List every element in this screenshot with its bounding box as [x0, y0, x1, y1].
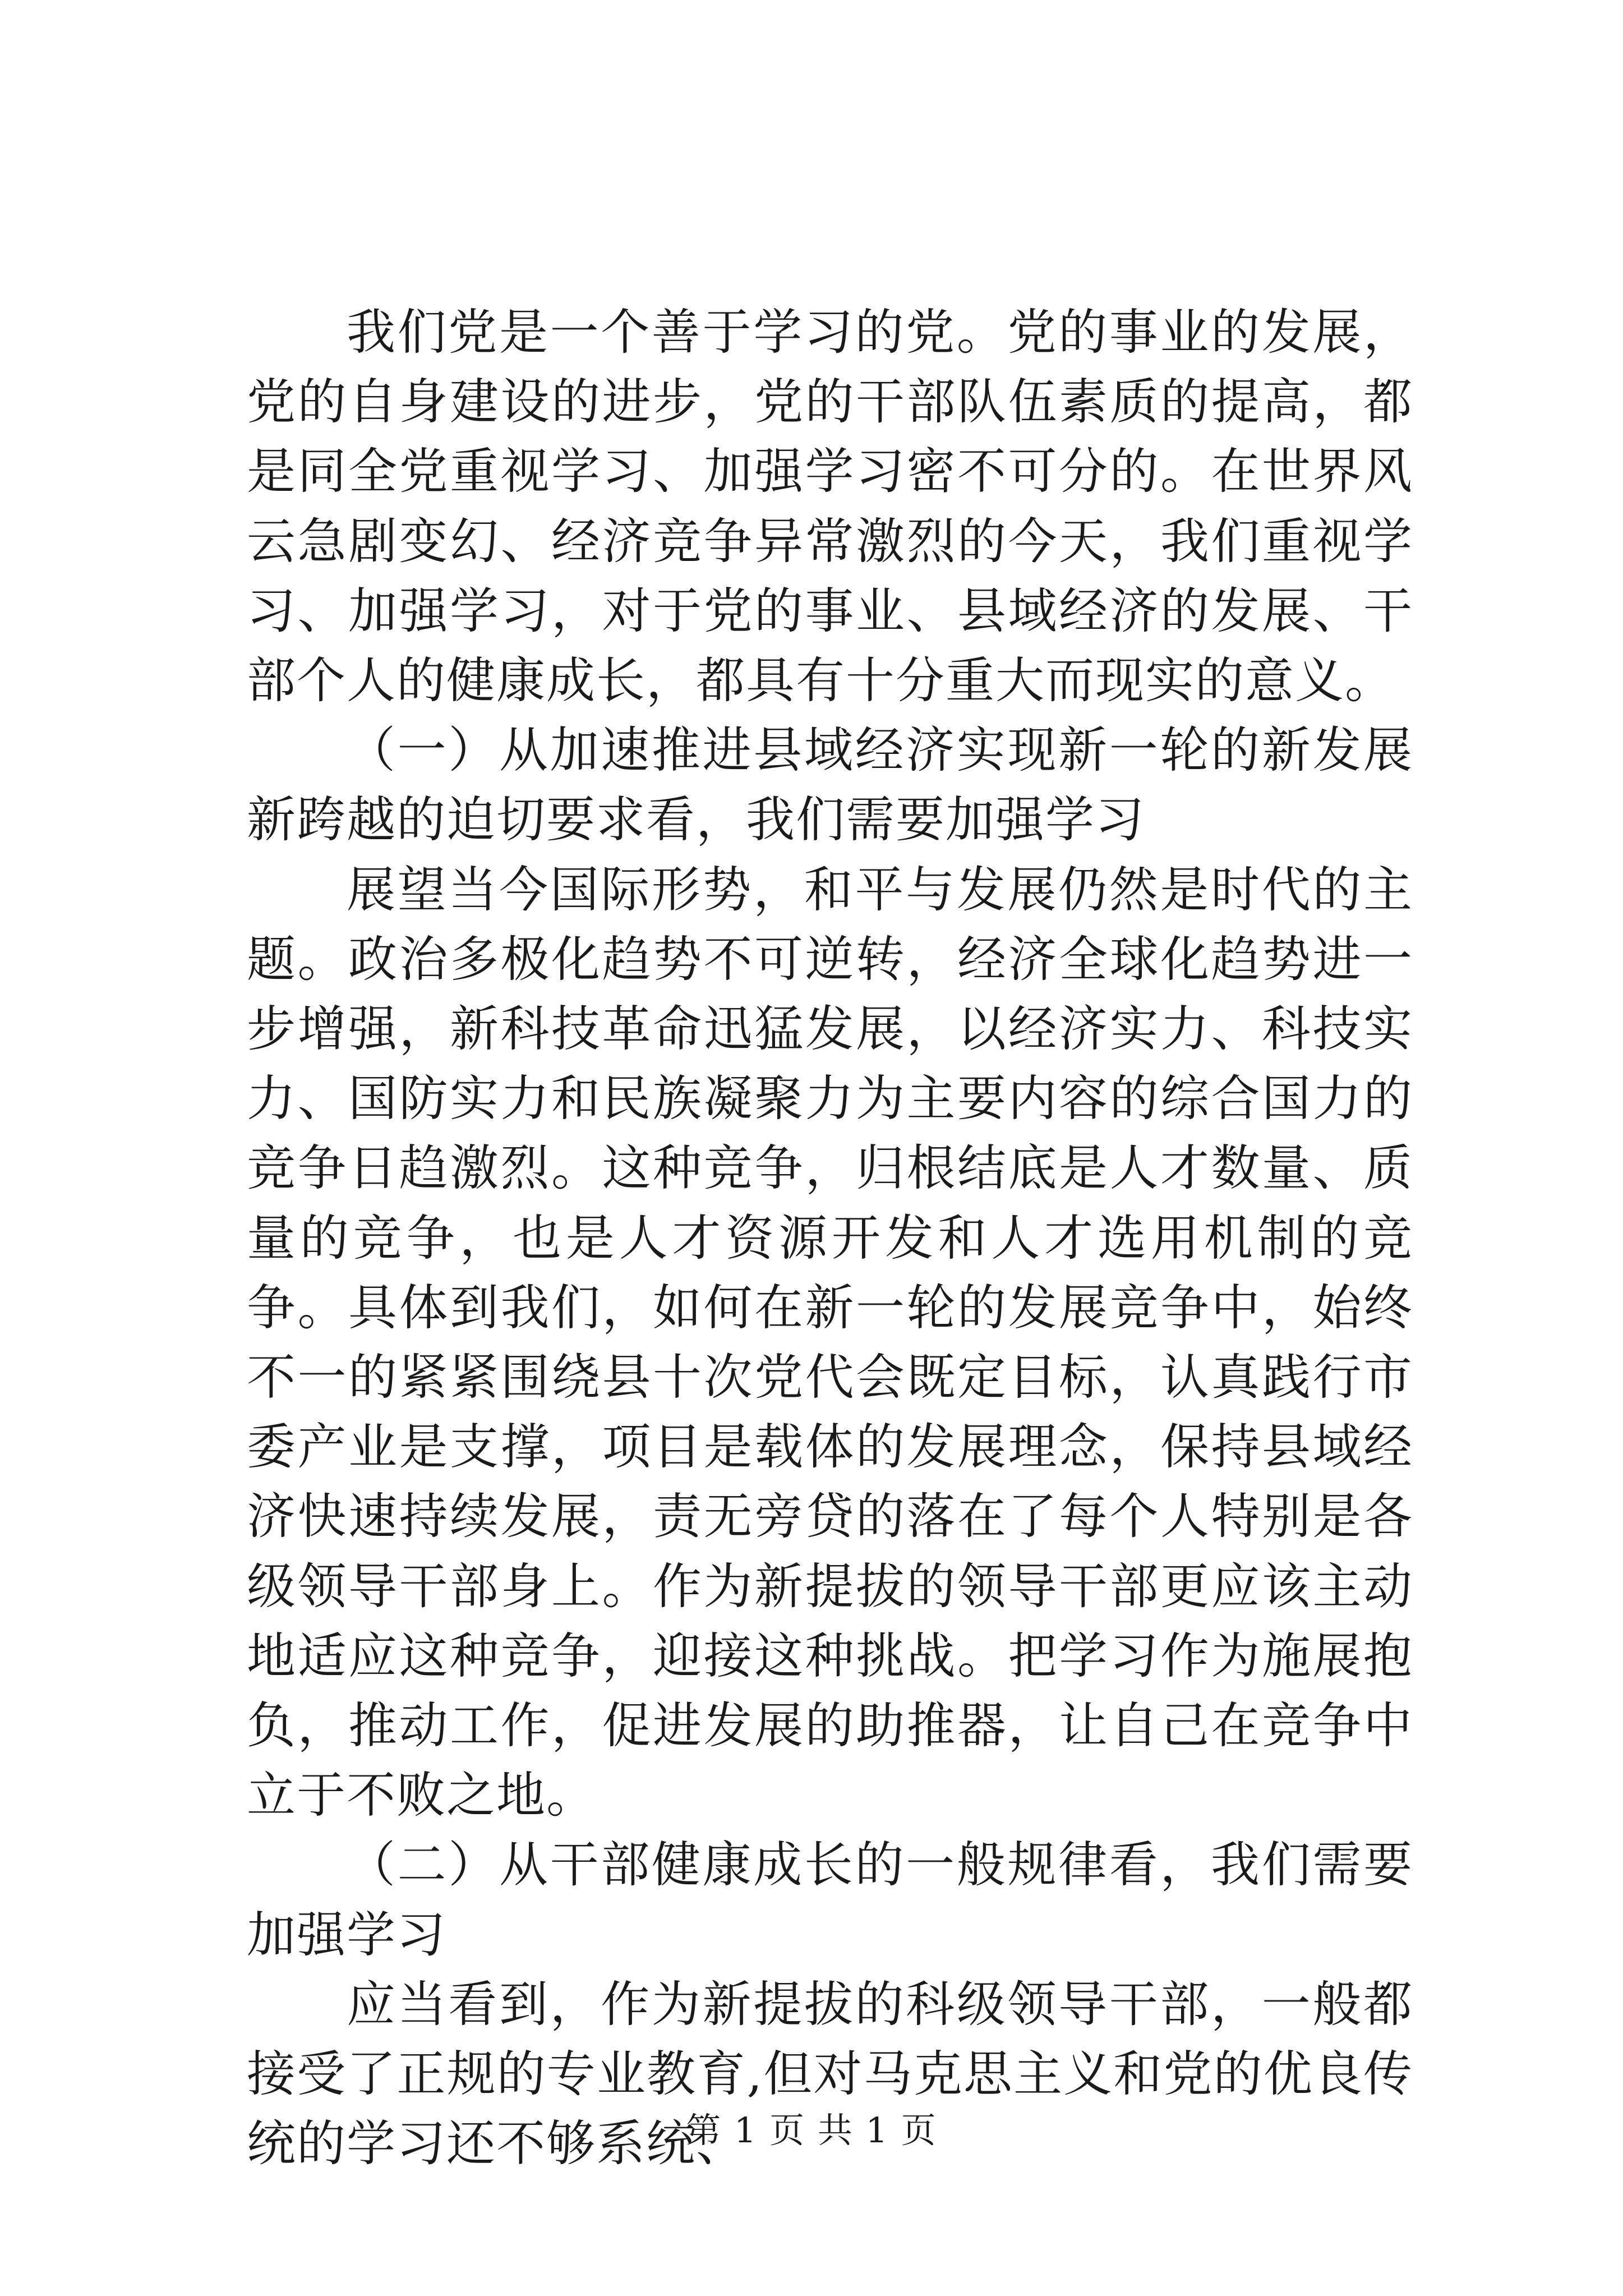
paragraph-cadre-growth: 应当看到，作为新提拔的科级领导干部，一般都接受了正规的专业教育,但对马克思主义和党的优良传统的学习还不够系统、	[247, 1975, 1413, 2173]
document-body	[247, 297, 1413, 2178]
section-heading-1: （一）从加速推进县域经济实现新一轮的新发展新跨越的迫切要求看，我们需要加强学习	[247, 721, 1413, 849]
paragraph-intro: 我们党是一个善于学习的党。党的事业的发展，党的自身建设的进步，党的干部队伍素质的提高，都是同全党重视学习、加强学习密不可分的。在世界风云急剧变幻、经济竞争异常激烈的今天，我们重视学习、加强学习，对于党的事业、县域经济的发展、干部个人的健康成长，都具有十分重大而现实的意义。	[247, 303, 1413, 710]
section-heading-2: （二）从干部健康成长的一般规律看，我们需要加强学习	[247, 1836, 1413, 1963]
page-footer: 第 1 页 共 1 页	[686, 2110, 937, 2151]
paragraph-international-situation: 展望当今国际形势，和平与发展仍然是时代的主题。政治多极化趋势不可逆转，经济全球化趋势进一步增强，新科技革命迅猛发展，以经济实力、科技实力、国防实力和民族凝聚力为主要内容的综合国力的竞争日趋激烈。这种竞争，归根结底是人才数量、质量的竞争，也是人才资源开发和人才选用机制的竞争。具体到我们，如何在新一轮的发展竞争中，始终不一的紧紧围绕县十次党代会既定目标，认真践行市委产业是支撑，项目是载体的发展理念，保持县域经济快速持续发展，责无旁贷的落在了每个人特别是各级领导干部身上。作为新提拔的领导干部更应该主动地适应这种竞争，迎接这种挑战。把学习作为施展抱负，推动工作，促进发展的助推器，让自己在竞争中立于不败之地。	[247, 861, 1413, 1824]
